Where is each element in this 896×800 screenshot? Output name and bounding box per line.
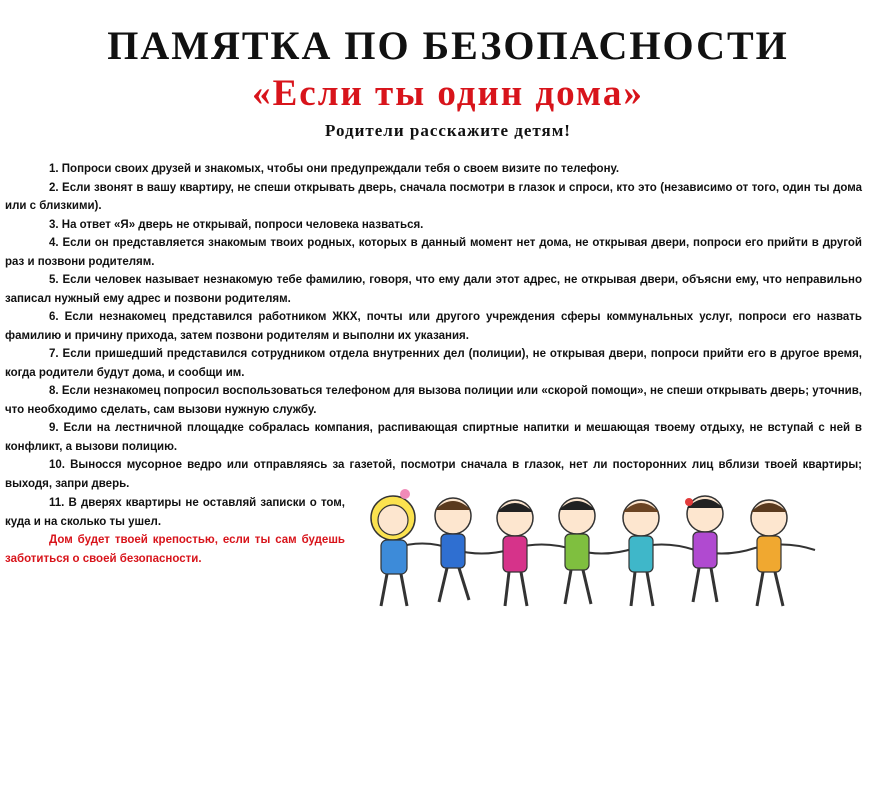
rules-tail	[5, 494, 345, 568]
rule-item: 2. Если звонят в вашу квартиру, не спеши открывать дверь, сначала посмотри в глазок и спроси, кто это (независимо от того, один ты дома или с близкими).	[5, 181, 862, 212]
page-subtitle: «Если ты один дома»	[252, 73, 644, 114]
page-title: ПАМЯТКА ПО БЕЗОПАСНОСТИ	[107, 23, 789, 68]
child-figure	[497, 500, 533, 606]
child-figure	[559, 498, 595, 604]
child-figure	[751, 500, 787, 606]
rule-item: 8. Если незнакомец попросил воспользоваться телефоном для вызова полиции или «скорой помощи», не спеши открывать дверь; уточнив, что необходимо сделать, сам вызови нужную службу.	[5, 385, 862, 416]
rule-item: 3. На ответ «Я» дверь не открывай, попроси человека назваться.	[49, 218, 424, 231]
rule-item: 6. Если незнакомец представился работником ЖКХ, почты или другого учреждения сферы коммунальных услуг, попроси его назвать фамилию и причину прихода, затем позвони родителям и выполни их указания.	[5, 311, 862, 342]
rules-list	[5, 160, 862, 493]
rule-item: 5. Если человек называет незнакомую тебе фамилию, говоря, что ему дали этот адрес, не открывая двери, объясни ему, что неправильно записал нужный ему адрес и позвони родителям.	[5, 274, 862, 305]
tagline: Родители расскажите детям!	[325, 121, 571, 140]
child-figure	[623, 500, 659, 606]
rule-item: 11. В дверях квартиры не оставляй записки о том, куда и на сколько ты ушел.	[5, 497, 345, 528]
child-figure	[435, 498, 471, 602]
child-figure	[371, 489, 415, 606]
rule-item: 1. Попроси своих друзей и знакомых, чтобы они предупреждали тебя о своем визите по телефону.	[49, 163, 620, 175]
rule-item: 9. Если на лестничной площадке собралась компания, распивающая спиртные напитки и мешающая твоему отдыху, не вступай с ней в конфликт, а вызови полицию.	[5, 422, 862, 453]
children-illustration	[355, 478, 865, 618]
closing-message: Дом будет твоей крепостью, если ты сам будешь заботиться о своей безопасности.	[5, 534, 345, 565]
rule-item: 7. Если пришедший представился сотрудником отдела внутренних дел (полиции), не открывая двери, попроси прийти его в другое время, когда родители будут дома, и сообщи им.	[5, 348, 862, 379]
rule-item: 10. Выносся мусорное ведро или отправляясь за газетой, посмотри сначала в глазок, нет ли посторонних лиц вблизи твоей квартиры; выходя, запри дверь.	[5, 459, 862, 490]
rule-item: 4. Если он представляется знакомым твоих родных, которых в данный момент нет дома, не открывая двери, попроси его прийти в другой раз и позвони родителям.	[5, 237, 862, 268]
